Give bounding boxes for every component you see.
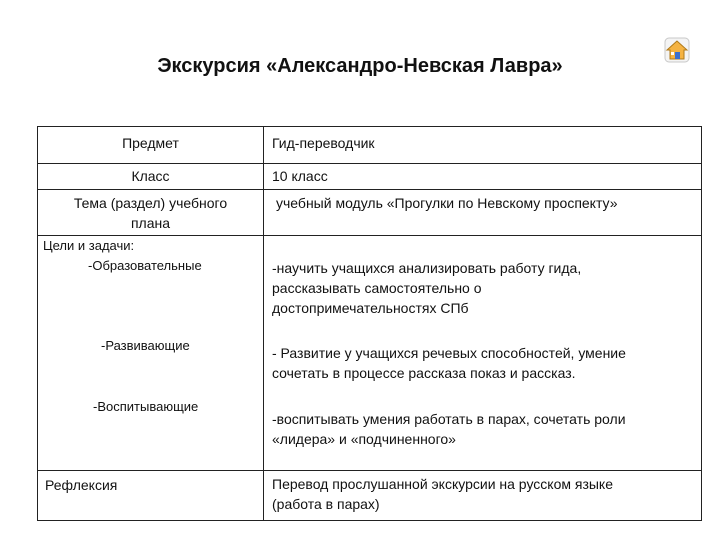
subject-value-cell [264,127,702,164]
upbringing-line2: «лидера» и «подчиненного» [272,431,456,447]
grade-label-cell [38,164,264,190]
lesson-table [37,126,702,521]
goals-upbringing-label: -Воспитывающие [93,399,199,414]
table-row [38,127,702,164]
goals-value-cell [264,236,702,471]
grade-label: Класс [131,168,170,184]
reflection-line2: (работа в парах) [272,496,380,512]
developing-line2: сочетать в процессе рассказа показ и рассказ. [272,365,576,381]
educational-line1: -научить учащихся анализировать работу гида, [272,260,582,276]
grade-value: 10 класс [272,168,328,184]
reflection-line1: Перевод прослушанной экскурсии на русском языке [272,476,613,492]
subject-label: Предмет [122,135,179,151]
goals-developing-label: -Развивающие [101,338,190,353]
developing-line1: - Развитие у учащихся речевых способностей, умение [272,345,626,361]
grade-value-cell [264,164,702,190]
topic-label-line1: Тема (раздел) учебного [73,195,228,211]
upbringing-line1: -воспитывать умения работать в парах, сочетать роли [272,411,626,427]
goals-educational-label: -Образовательные [88,258,202,273]
topic-label-line2: плана [130,215,171,231]
page-title: Экскурсия «Александро-Невская Лавра» [157,55,563,77]
table-row [38,164,702,190]
table-row [38,236,702,471]
home-icon[interactable] [664,37,690,63]
topic-label-cell [38,190,264,236]
educational-line2: рассказывать самостоятельно о [272,280,482,296]
educational-line3: достопримечательностях СПб [272,300,469,316]
topic-value-cell [264,190,702,236]
goals-heading: Цели и задачи: [43,238,135,253]
topic-value: учебный модуль «Прогулки по Невскому проспекту» [276,195,618,211]
subject-value: Гид-переводчик [272,135,375,151]
table-row [38,190,702,236]
reflection-label-cell [38,471,264,521]
subject-label-cell [38,127,264,164]
table-row [38,471,702,521]
reflection-label: Рефлексия [45,477,118,493]
reflection-value-cell [264,471,702,521]
goals-label-cell [38,236,264,471]
